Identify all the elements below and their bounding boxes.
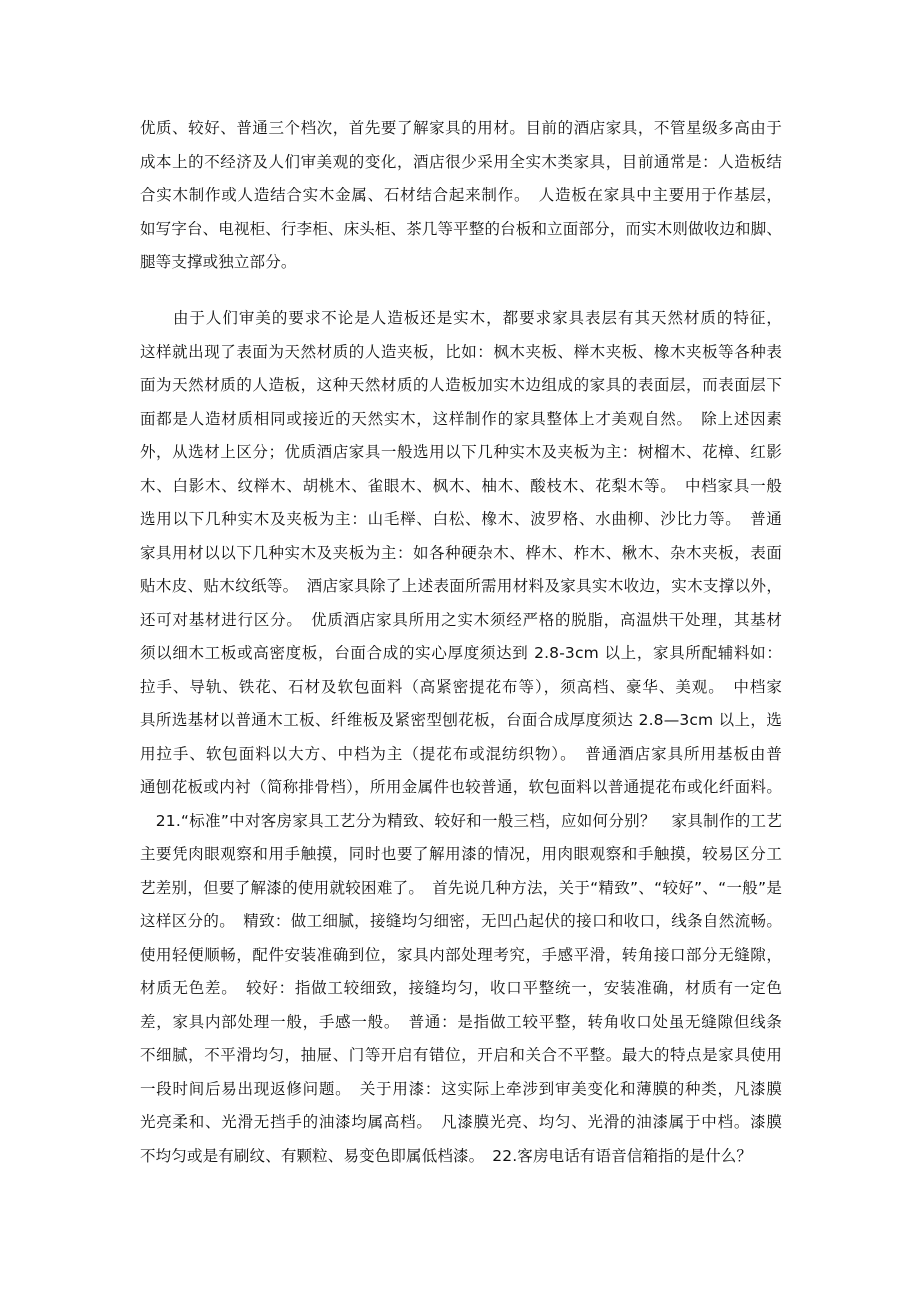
text-line: 使用轻便顺畅，配件安装准确到位，家具内部处理考究，手感平滑，转角接口部分无缝隙，	[140, 945, 782, 964]
text-line: 选用以下几种实木及夹板为主：山毛榉、白松、橡木、波罗格、水曲柳、沙比力等。 普通	[140, 510, 782, 528]
paragraph-1	[140, 112, 782, 280]
text-line: 通刨花板或内衬（简称排骨档），所用金属件也较普通，软包面料以普通提花布或化纤面料。	[140, 778, 782, 796]
text-line: 外，从选材上区分；优质酒店家具一般选用以下几种实木及夹板为主：树榴木、花樟、红影	[140, 443, 782, 461]
text-line: 面为天然材质的人造板，这种天然材质的人造板加实木边组成的家具的表面层，而表面层下	[140, 376, 782, 394]
text-line: 成本上的不经济及人们审美观的变化，酒店很少采用全实木类家具，目前通常是：人造板结	[140, 152, 782, 171]
text-line: 由于人们审美的要求不论是人造板还是实木，都要求家具表层有其天然材质的特征，	[140, 309, 782, 327]
text-line: 21.“标准”中对客房家具工艺分为精致、较好和一般三档，应如何分别？ 家具制作的工艺	[140, 811, 782, 830]
text-line: 还可对基材进行区分。 优质酒店家具所用之实木须经严格的脱脂，高温烘干处理，其基材	[140, 610, 782, 629]
text-line: 如写字台、电视柜、行李柜、床头柜、茶几等平整的台板和立面部分，而实木则做收边和脚、	[140, 219, 782, 238]
text-line: 这样就出现了表面为天然材质的人造夹板，比如：枫木夹板、榉木夹板、橡木夹板等各种表	[140, 342, 782, 361]
text-line: 艺差别，但要了解漆的使用就较困难了。 首先说几种方法，关于“精致”、“较好”、“一般”是	[140, 878, 782, 897]
text-line: 具所选基材以普通木工板、纤维板及紧密型刨花板，台面合成厚度须达 2.8—3cm 以上，选	[140, 711, 782, 729]
paragraph-2	[140, 302, 782, 1173]
text-line: 合实木制作或人造结合实木金属、石材结合起来制作。 人造板在家具中主要用于作基层，	[140, 186, 782, 204]
text-line: 拉手、导轨、铁花、石材及软包面料（高紧密提花布等），须高档、豪华、美观。 中档家	[140, 677, 782, 696]
text-line: 不均匀或是有刷纹、有颗粒、易变色即属低档漆。 22.客房电话有语音信箱指的是什么？	[140, 1146, 753, 1165]
text-line: 光亮柔和、光滑无挡手的油漆均属高档。 凡漆膜光亮、均匀、光滑的油漆属于中档。漆膜	[140, 1113, 782, 1131]
text-line: 家具用材以以下几种实木及夹板为主：如各种硬杂木、桦木、柞木、楸木、杂木夹板，表面	[140, 543, 782, 562]
text-line: 材质无色差。 较好：指做工较细致，接缝均匀，收口平整统一，安装准确，材质有一定色	[140, 979, 782, 997]
text-line: 腿等支撑或独立部分。	[140, 253, 297, 271]
text-line: 贴木皮、贴木纹纸等。 酒店家具除了上述表面所需用材料及家具实木收边，实木支撑以外，	[140, 577, 782, 595]
text-line: 面都是人造材质相同或接近的天然实木，这样制作的家具整体上才美观自然。 除上述因素	[140, 409, 782, 428]
text-line: 用拉手、软包面料以大方、中档为主（提花布或混纺织物）。 普通酒店家具所用基板由普	[140, 744, 782, 763]
text-line: 须以细木工板或高密度板，台面合成的实心厚度须达到 2.8-3cm 以上，家具所配辅料如：	[140, 644, 782, 662]
text-line: 不细腻，不平滑均匀，抽屉、门等开启有错位，开启和关合不平整。最大的特点是家具使用	[140, 1046, 782, 1064]
text-line: 差，家具内部处理一般，手感一般。 普通：是指做工较平整，转角收口处虽无缝隙但线条	[140, 1012, 782, 1031]
text-line: 优质、较好、普通三个档次，首先要了解家具的用材。目前的酒店家具，不管星级多高由于	[140, 119, 782, 137]
text-line: 这样区分的。 精致：做工细腻，接缝均匀细密，无凹凸起伏的接口和收口，线条自然流畅。	[140, 912, 782, 930]
text-line: 主要凭肉眼观察和用手触摸，同时也要了解用漆的情况，用肉眼观察和手触摸，较易区分工	[140, 845, 782, 863]
text-line: 木、白影木、纹榉木、胡桃木、雀眼木、枫木、柚木、酸枝木、花梨木等。 中档家具一般	[140, 476, 782, 495]
text-line: 一段时间后易出现返修问题。 关于用漆：这实际上牵涉到审美变化和薄膜的种类，凡漆膜	[140, 1079, 782, 1098]
